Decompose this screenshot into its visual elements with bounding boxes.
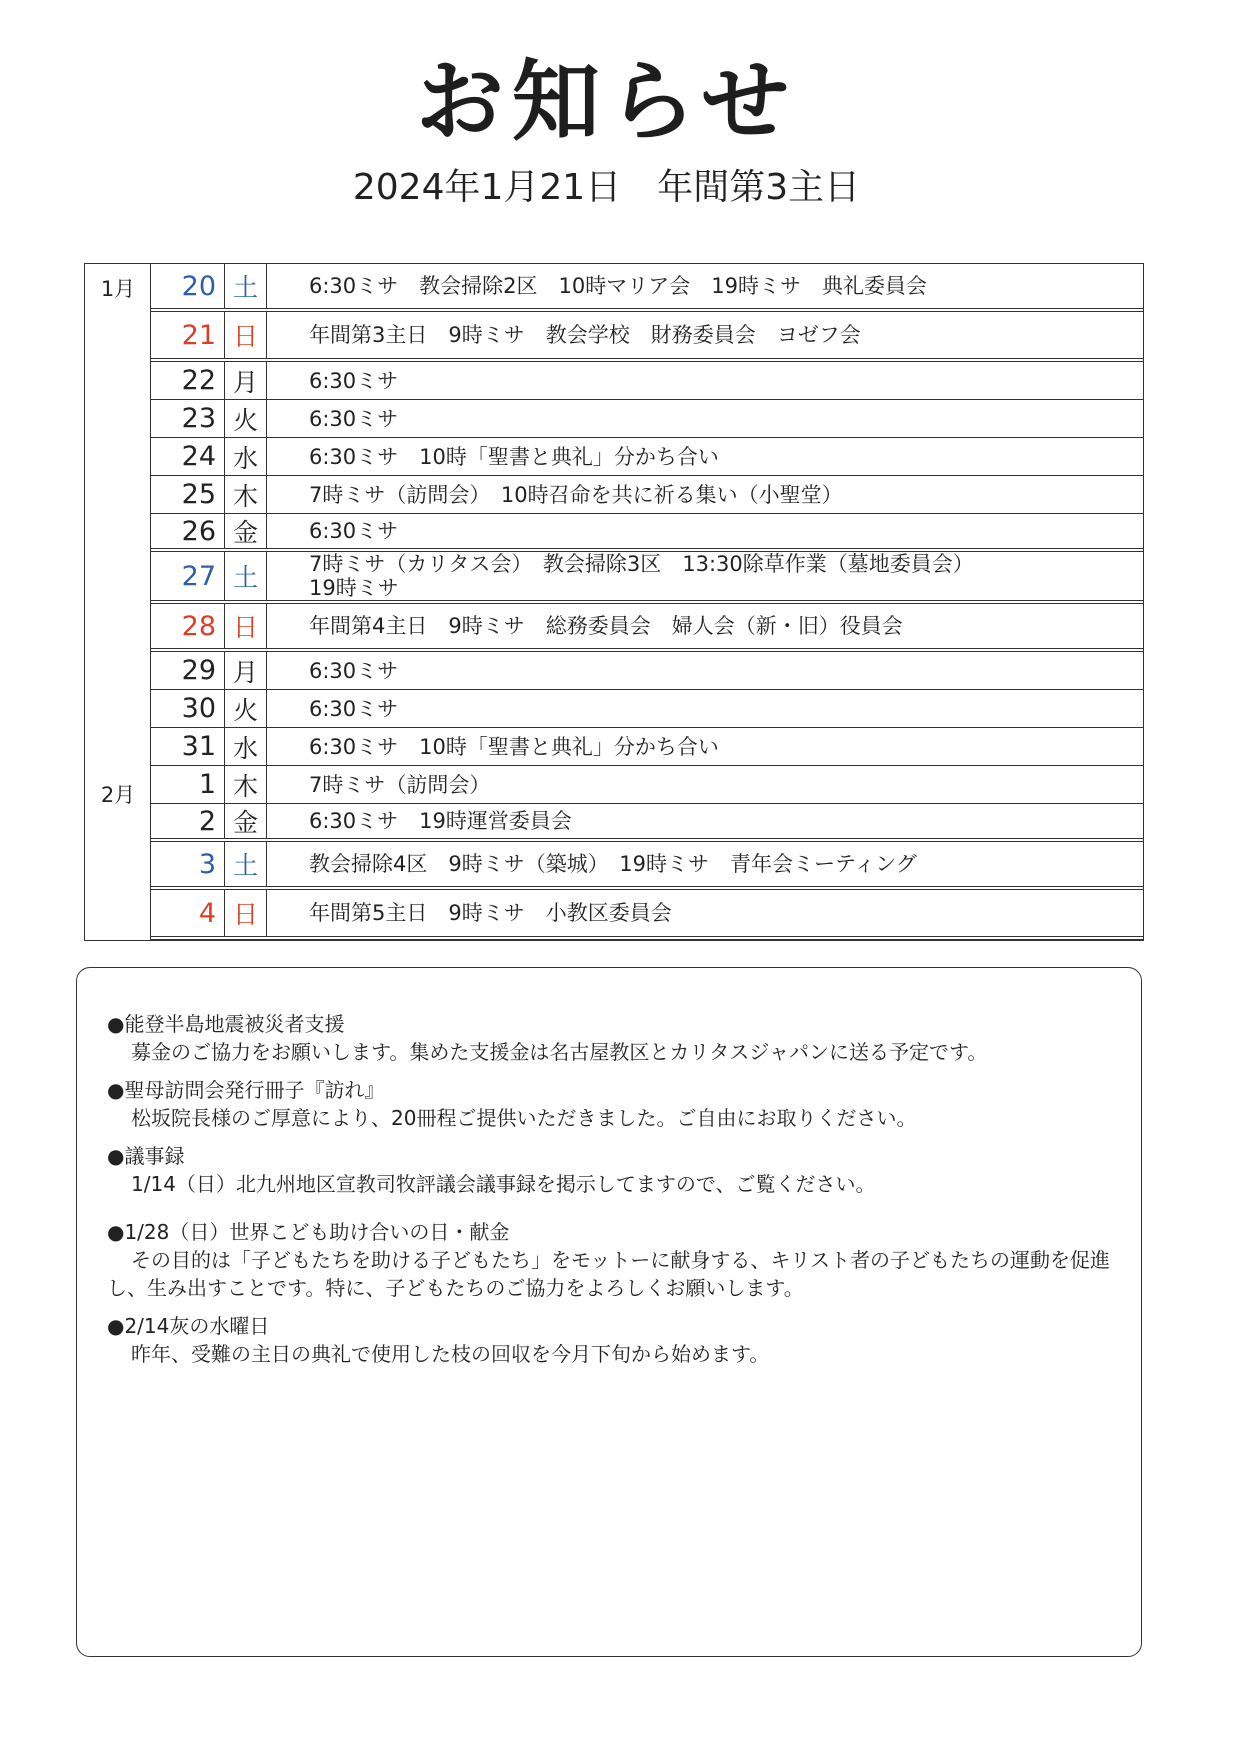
notice-heading: ●2/14灰の水曜日 xyxy=(107,1314,270,1338)
schedule-events: 6:30ミサ xyxy=(309,658,399,683)
notice-item xyxy=(107,1076,1117,1132)
schedule-weekday: 水 xyxy=(225,438,267,475)
schedule-row xyxy=(151,728,1143,766)
schedule-events: 年間第3主日 9時ミサ 教会学校 財務委員会 ヨゼフ会 xyxy=(309,323,861,347)
schedule-weekday: 木 xyxy=(225,766,267,803)
notice-body: 募金のご協力をお願いします。集めた支援金は名古屋教区とカリタスジャパンに送る予定です。 xyxy=(131,1040,988,1064)
schedule-day-number: 30 xyxy=(151,690,225,727)
schedule-day-number: 23 xyxy=(151,400,225,437)
notice-body: 1/14（日）北九州地区宣教司牧評議会議事録を掲示してますので、ご覧ください。 xyxy=(131,1172,876,1196)
schedule-events: 6:30ミサ 19時運営委員会 xyxy=(309,809,572,833)
schedule-events: 6:30ミサ xyxy=(309,406,399,431)
schedule-row xyxy=(151,690,1143,728)
schedule-weekday: 土 xyxy=(225,264,267,308)
schedule-events: 6:30ミサ 教会掃除2区 10時マリア会 19時ミサ 典礼委員会 xyxy=(309,274,927,298)
schedule-events: 7時ミサ（訪問会） xyxy=(309,772,491,797)
month-column xyxy=(85,264,151,940)
schedule-day-number: 20 xyxy=(151,264,225,308)
schedule-row xyxy=(151,842,1143,890)
schedule-row xyxy=(151,604,1143,652)
schedule-row xyxy=(151,362,1143,400)
schedule-weekday: 水 xyxy=(225,728,267,765)
notice-body: 松坂院長様のご厚意により、20冊程ご提供いただきました。ご自由にお取りください。 xyxy=(131,1106,917,1130)
schedule-day-number: 29 xyxy=(151,652,225,689)
notice-item xyxy=(107,1142,1117,1198)
schedule-weekday: 日 xyxy=(225,890,267,936)
notice-body: その目的は「子どもたちを助ける子どもたち」をモットーに献身する、キリスト者の子どもたちの運動を促進し、生み出すことです。特に、子どもたちのご協力をよろしくお願いします。 xyxy=(107,1248,1110,1300)
schedule-row xyxy=(151,438,1143,476)
notice-item xyxy=(107,1218,1117,1302)
schedule-day-number: 4 xyxy=(151,890,225,936)
schedule-weekday: 日 xyxy=(225,604,267,648)
schedule-row xyxy=(151,264,1143,312)
month-label-february: 2月 xyxy=(100,783,136,807)
schedule-weekday: 火 xyxy=(225,400,267,437)
schedule-weekday: 土 xyxy=(225,842,267,886)
schedule-weekday: 火 xyxy=(225,690,267,727)
schedule-weekday: 月 xyxy=(225,652,267,689)
schedule-day-number: 31 xyxy=(151,728,225,765)
notices-box xyxy=(76,967,1142,1657)
schedule-day-number: 27 xyxy=(151,552,225,600)
schedule-row xyxy=(151,400,1143,438)
schedule-weekday: 土 xyxy=(225,552,267,600)
schedule-day-number: 1 xyxy=(151,766,225,803)
schedule-row xyxy=(151,476,1143,514)
notice-item xyxy=(107,1312,1117,1368)
page-title: お知らせ xyxy=(415,50,798,153)
schedule-events: 7時ミサ（カリタス会） 教会掃除3区 13:30除草作業（墓地委員会） 19時ミサ xyxy=(309,552,974,600)
schedule-day-number: 26 xyxy=(151,514,225,548)
notice-heading: ●議事録 xyxy=(107,1144,185,1168)
schedule-weekday: 金 xyxy=(225,804,267,838)
page-subtitle-date: 2024年1月21日 年間第3主日 xyxy=(352,167,861,208)
schedule-day-number: 24 xyxy=(151,438,225,475)
notice-item xyxy=(107,1010,1117,1066)
schedule-weekday: 金 xyxy=(225,514,267,548)
schedule-events: 6:30ミサ 10時「聖書と典礼」分かち合い xyxy=(309,444,719,469)
schedule-events: 6:30ミサ xyxy=(309,519,399,543)
schedule-events: 6:30ミサ 10時「聖書と典礼」分かち合い xyxy=(309,734,719,759)
schedule-row xyxy=(151,890,1143,940)
schedule-events: 年間第5主日 9時ミサ 小教区委員会 xyxy=(309,901,672,925)
schedule-day-number: 2 xyxy=(151,804,225,838)
schedule-events: 年間第4主日 9時ミサ 総務委員会 婦人会（新・旧）役員会 xyxy=(309,614,903,638)
schedule-weekday: 木 xyxy=(225,476,267,513)
schedule-row xyxy=(151,652,1143,690)
schedule-day-number: 21 xyxy=(151,312,225,358)
schedule-day-number: 22 xyxy=(151,362,225,399)
schedule-events: 教会掃除4区 9時ミサ（築城） 19時ミサ 青年会ミーティング xyxy=(309,852,917,876)
notice-body: 昨年、受難の主日の典礼で使用した枝の回収を今月下旬から始めます。 xyxy=(131,1342,770,1366)
notice-heading: ●能登半島地震被災者支援 xyxy=(107,1012,345,1036)
notice-heading: ●聖母訪問会発行冊子『訪れ』 xyxy=(107,1078,385,1102)
schedule-row xyxy=(151,312,1143,362)
schedule-day-number: 28 xyxy=(151,604,225,648)
month-label-january: 1月 xyxy=(100,277,136,301)
schedule-day-number: 25 xyxy=(151,476,225,513)
schedule-row xyxy=(151,766,1143,804)
schedule-day-number: 3 xyxy=(151,842,225,886)
schedule-weekday: 月 xyxy=(225,362,267,399)
schedule-table xyxy=(84,263,1144,941)
schedule-row xyxy=(151,514,1143,552)
schedule-events: 7時ミサ（訪問会） 10時召命を共に祈る集い（小聖堂） xyxy=(309,482,843,507)
schedule-row xyxy=(151,552,1143,604)
schedule-events: 6:30ミサ xyxy=(309,368,399,393)
schedule-events: 6:30ミサ xyxy=(309,696,399,721)
notice-heading: ●1/28（日）世界こども助け合いの日・献金 xyxy=(107,1220,510,1244)
schedule-weekday: 日 xyxy=(225,312,267,358)
schedule-row xyxy=(151,804,1143,842)
